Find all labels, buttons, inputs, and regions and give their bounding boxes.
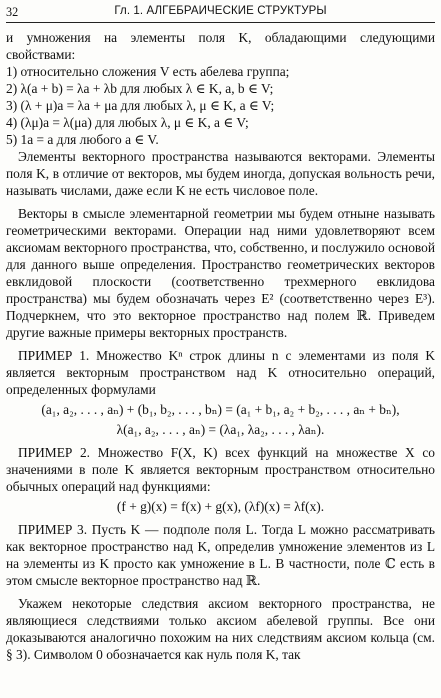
running-title: Гл. 1. АЛГЕБРАИЧЕСКИЕ СТРУКТУРЫ	[114, 5, 327, 17]
page-number: 32	[6, 5, 19, 19]
axiom-item: 5) 1a = a для любого a ∈ V.	[6, 132, 159, 147]
axiom-item: 3) (λ + μ)a = λa + μa для любых λ, μ ∈ K, a ∈ V;	[6, 98, 275, 113]
paragraph: Векторы в смысле элементарной геометрии мы будем отныне называть геометрическими векторами. Операции над ними удовлетворяют всем аксиомам векторного пространства, что, собственно, и послужило основой для данного выше определения. Пространство геометрических векторов евклидовой плоскости (соответственно трехмерного евклидова пространства) мы будем обозначать через E² (соответственно через E³). Подчеркнем, что это векторное пространство над полем ℝ. Приведем другие важные примеры векторных пространств.	[6, 206, 435, 340]
page-body	[6, 29, 435, 663]
axiom-item: 4) (λμ)a = λ(μa) для любых λ, μ ∈ K, a ∈ V;	[6, 115, 249, 130]
axiom-item: 1) относительно сложения V есть абелева группа;	[6, 64, 290, 79]
paragraph: ПРИМЕР 2. Множество F(X, K) всех функций на множестве X со значениями в поле K является векторным пространством относительно обычных операций над функциями:	[6, 445, 435, 494]
formula: (f + g)(x) = f(x) + g(x), (λf)(x) = λf(x).	[116, 499, 325, 514]
formula: λ(a₁, a₂, . . . , aₙ) = (λa₁, λa₂, . . . , λaₙ).	[116, 422, 325, 437]
paragraph: ПРИМЕР 1. Множество Kⁿ строк длины n с элементами из поля K является векторным пространством над K относительно операций, определенных формулами	[6, 348, 435, 397]
formula: (a₁, a₂, . . . , aₙ) + (b₁, b₂, . . . , bₙ) = (a₁ + b₁, a₂ + b₂, . . . , aₙ + bₙ),	[41, 402, 400, 417]
running-header	[6, 4, 435, 23]
axiom-item: 2) λ(a + b) = λa + λb для любых λ ∈ K, a, b ∈ V;	[6, 81, 274, 96]
paragraph: Укажем некоторые следствия аксиом векторного пространства, не являющиеся следствиями только аксиом абелевой группы. Все они доказываются аналогично похожим на них следствиям аксиом кольца (см. § 3). Символом 0 обозначается как нуль поля K, так	[6, 596, 435, 662]
paragraph: ПРИМЕР 3. Пусть K — подполе поля L. Тогда L можно рассматривать как векторное пространство над K, определив умножение элементов из L на элементы из K просто как умножение в L. В частности, поле ℂ есть в этом смысле векторное пространство над ℝ.	[6, 522, 435, 588]
paragraph: и умножения на элементы поля K, обладающими следующими свойствами:	[6, 30, 435, 62]
paragraph: Элементы векторного пространства называются векторами. Элементы поля K, в отличие от векторов, мы будем иногда, допуская вольность речи, называть числами, даже если K не есть числовое поле.	[6, 149, 435, 198]
